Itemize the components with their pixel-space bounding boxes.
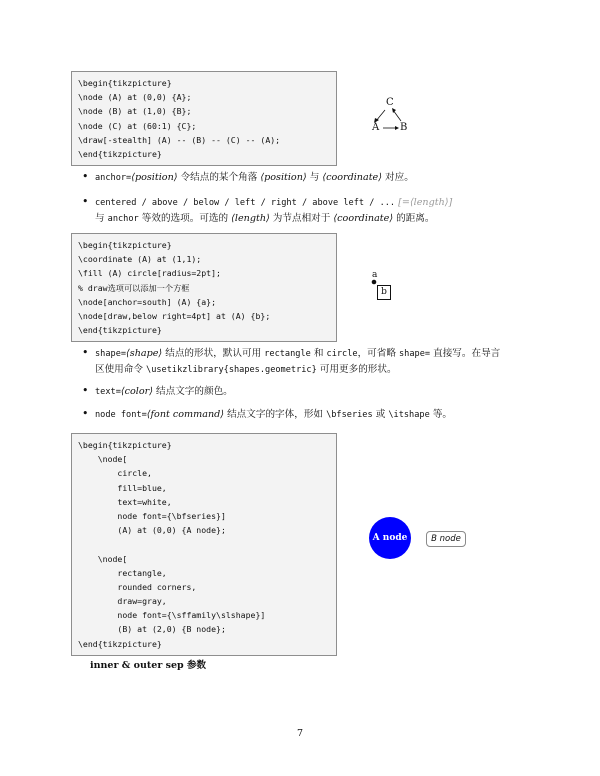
code-line: fill=blue, bbox=[78, 482, 167, 493]
arrow-head-c bbox=[392, 108, 396, 113]
b-node-rounded: B node bbox=[426, 531, 466, 547]
code-line: rounded corners, bbox=[78, 581, 197, 592]
code-block-1 bbox=[71, 71, 337, 166]
bullet-dot: • bbox=[82, 195, 89, 208]
section-heading: inner & outer sep 参数 bbox=[90, 660, 206, 671]
node-a-label: A bbox=[372, 122, 380, 133]
code-line: draw=gray, bbox=[78, 596, 167, 607]
code-line: \node (A) at (0,0) {A}; bbox=[78, 92, 192, 103]
code-line: \fill (A) circle[radius=2pt]; bbox=[78, 268, 221, 279]
code-line: \begin{tikzpicture} bbox=[78, 440, 172, 450]
code-line: \begin{tikzpicture} bbox=[78, 240, 172, 250]
code-line: \node[ bbox=[78, 553, 128, 564]
code-line: \node (B) at (1,0) {B}; bbox=[78, 106, 192, 117]
bullet-shape: shape=⟨shape⟩ 结点的形状，默认可用 rectangle 和 circle，可省略 shape= 直接写。在导言 区使用命令 \usetikzlibrary{shapes.geometric} 可用更多的形状。 bbox=[95, 348, 501, 375]
bullet-text-color: text=⟨color⟩ 结点文字的颜色。 bbox=[95, 386, 233, 397]
bullet-dot: • bbox=[82, 346, 89, 359]
code-block-2 bbox=[71, 233, 337, 342]
code-line: (B) at (2,0) {B node}; bbox=[78, 624, 226, 635]
code-line: node font={\bfseries}] bbox=[78, 510, 226, 521]
node-a-small: a bbox=[372, 270, 378, 280]
code-block-3 bbox=[71, 433, 337, 656]
page-number: 7 bbox=[296, 728, 304, 739]
code-line: \node[ bbox=[78, 454, 128, 465]
arrow-head-b bbox=[395, 126, 399, 130]
code-line: \node[anchor=south] (A) {a}; bbox=[78, 296, 217, 307]
code-line: \node[draw,below right=4pt] at (A) {b}; bbox=[78, 310, 271, 321]
boxed-node-b: b bbox=[377, 285, 391, 300]
code-line: circle, bbox=[78, 468, 152, 479]
bullet-node-font: node font=⟨font command⟩ 结点文字的字体，形如 \bfseries 或 \itshape 等。 bbox=[95, 409, 453, 420]
code-line: \coordinate (A) at (1,1); bbox=[78, 254, 202, 265]
bullet-dot: • bbox=[82, 170, 89, 183]
code-line: rectangle, bbox=[78, 567, 167, 578]
node-b-label: B bbox=[400, 122, 408, 133]
code-line: node font={\sffamily\slshape}] bbox=[78, 610, 266, 621]
code-line: \draw[-stealth] (A) -- (B) -- (C) -- (A); bbox=[78, 134, 281, 145]
code-line: \end{tikzpicture} bbox=[78, 638, 162, 649]
code-line: (A) at (0,0) {A node}; bbox=[78, 525, 226, 536]
node-c-label: C bbox=[386, 97, 394, 108]
code-line: \node (C) at (60:1) {C}; bbox=[78, 120, 197, 131]
a-node-circle: A node bbox=[369, 517, 411, 559]
bullet-positions: centered / above / below / left / right / above left / ... [=⟨length⟩] 与 anchor 等效的选项。可选的 ⟨length⟩ 为节点相对于 ⟨coordinate⟩ 的距离。 bbox=[95, 197, 453, 224]
code-line: \end{tikzpicture} bbox=[78, 325, 162, 336]
bullet-dot: • bbox=[82, 407, 89, 420]
code-line: text=white, bbox=[78, 496, 172, 507]
code-line: \end{tikzpicture} bbox=[78, 148, 162, 159]
code-line: \begin{tikzpicture} bbox=[78, 78, 172, 88]
bullet-anchor: anchor=⟨position⟩ 令结点的某个角落 ⟨position⟩ 与 ⟨coordinate⟩ 对应。 bbox=[95, 172, 414, 183]
code-line bbox=[78, 537, 330, 551]
bullet-dot: • bbox=[82, 384, 89, 397]
code-line: % draw选项可以添加一个方框 bbox=[78, 282, 190, 293]
